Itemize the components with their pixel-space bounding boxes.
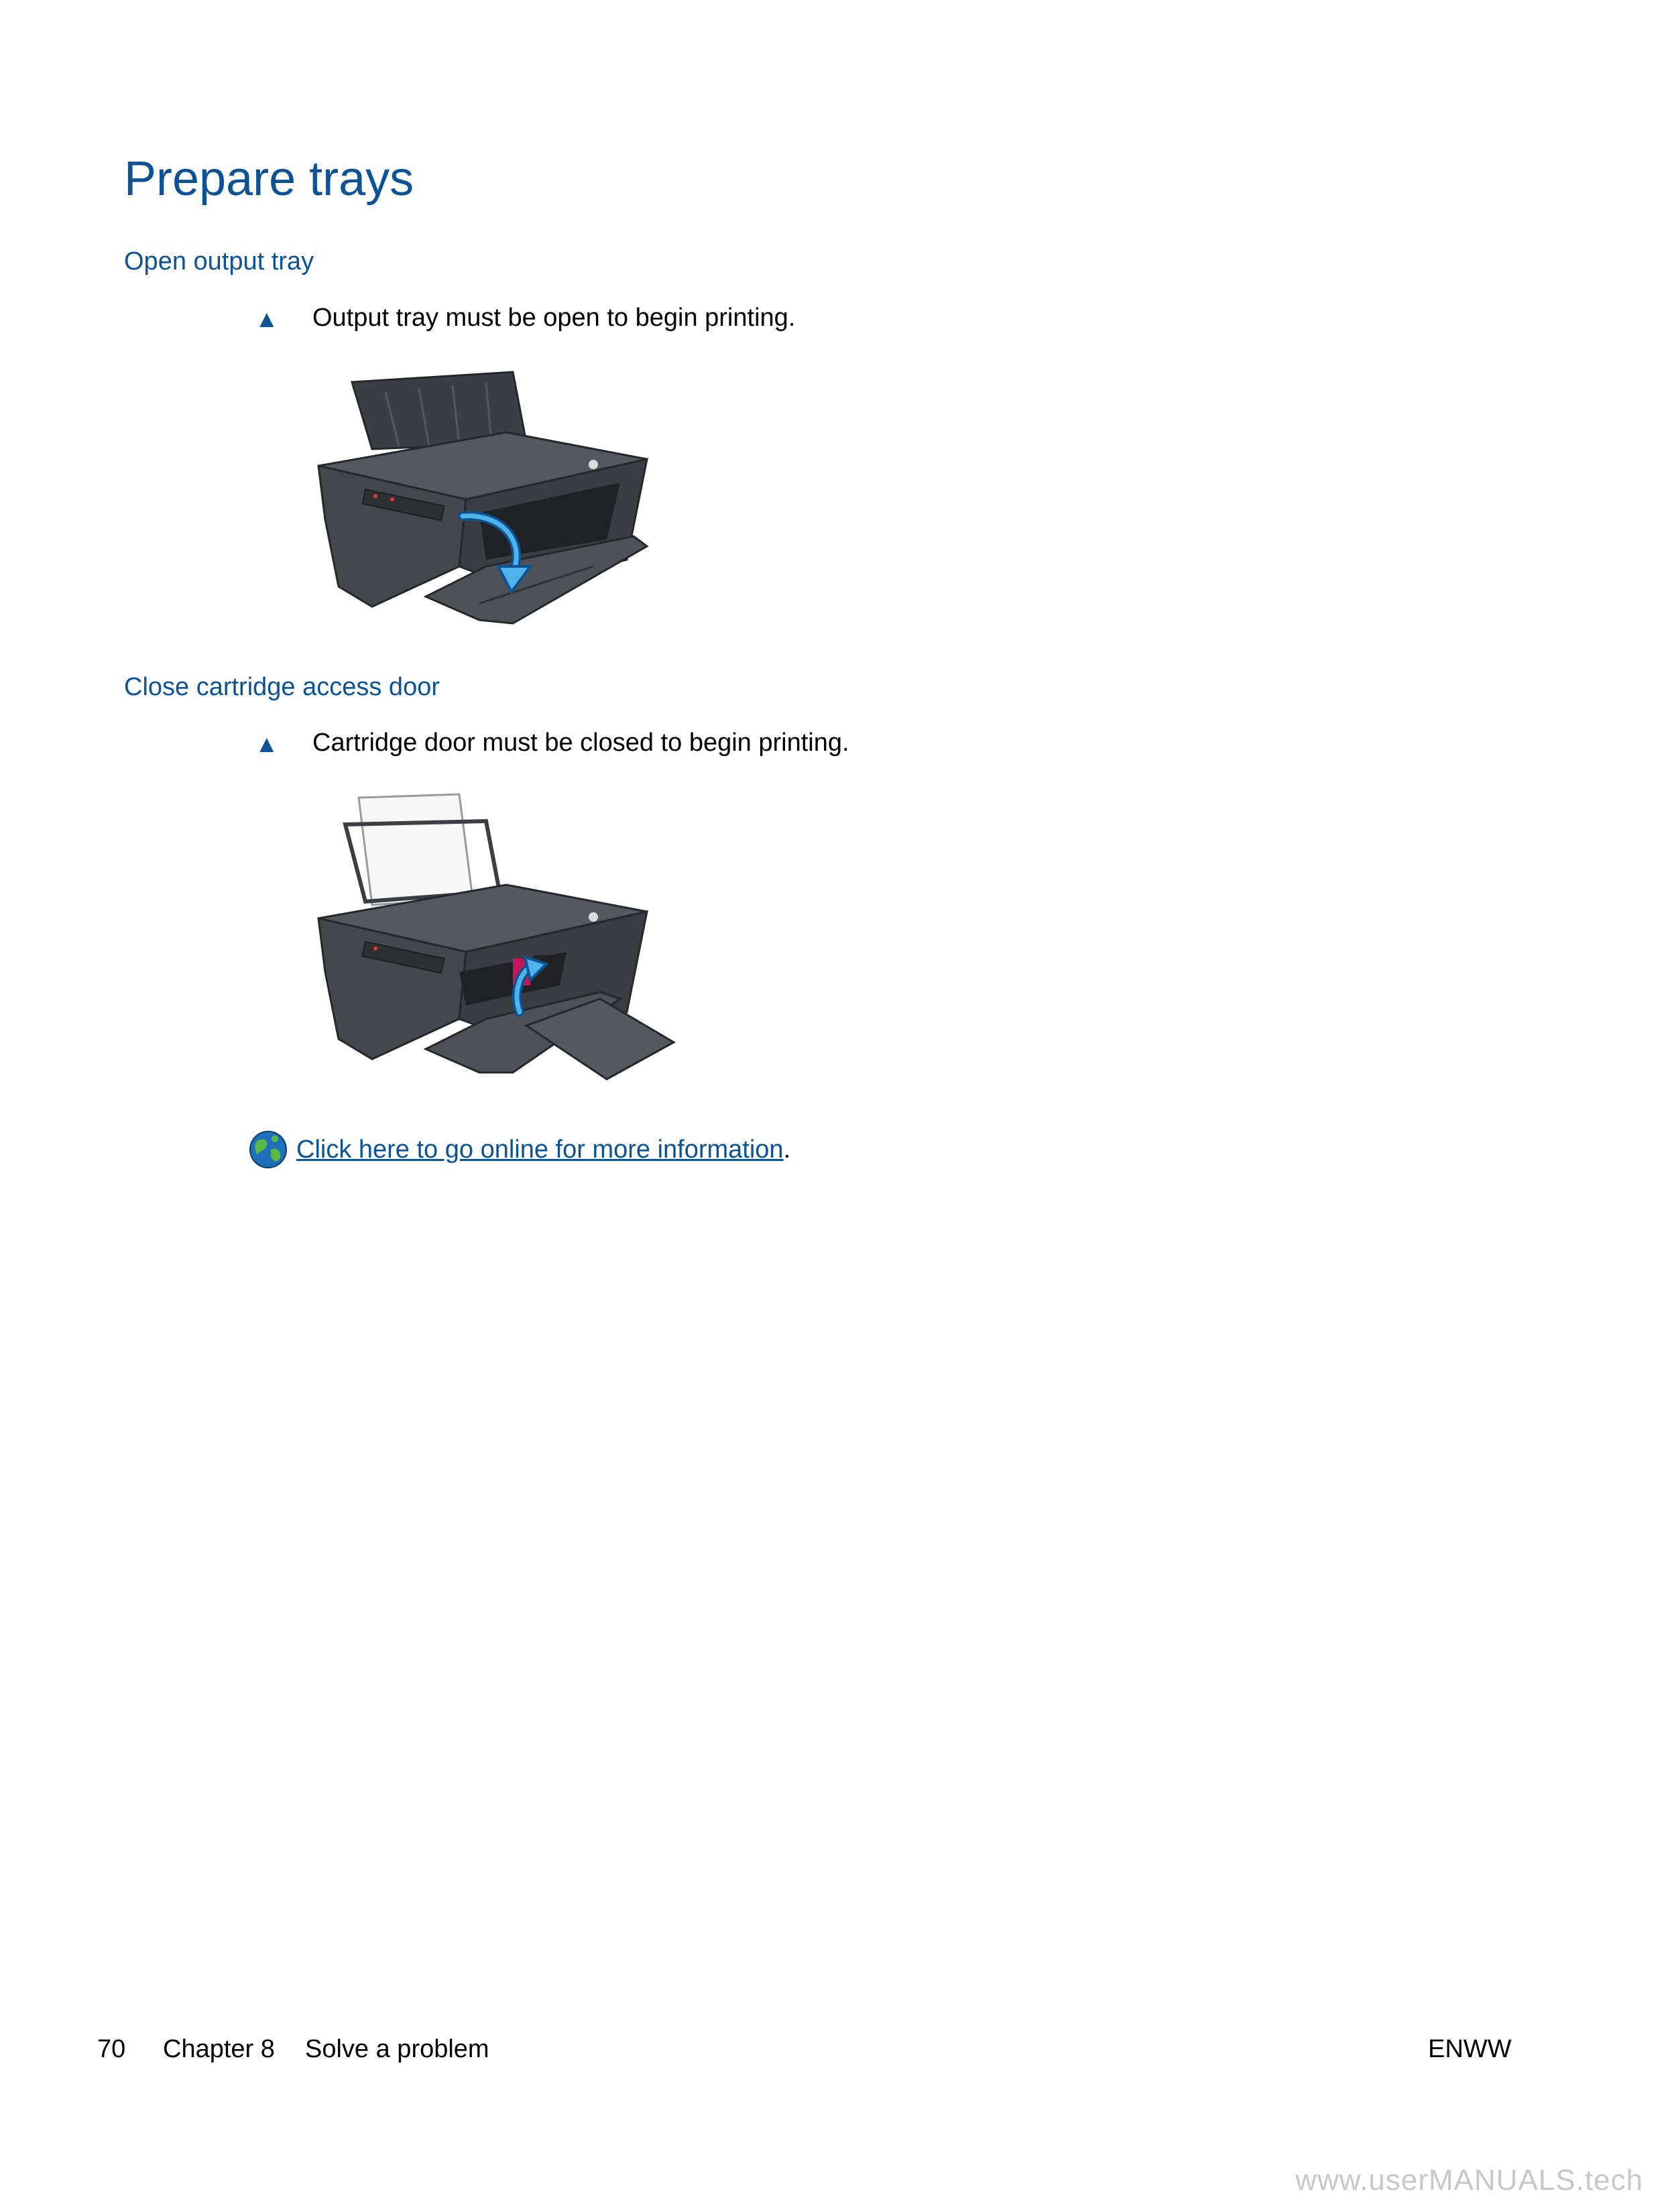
section-heading-open-output-tray: Open output tray (124, 247, 314, 275)
footer-page-number: 70 (97, 2035, 126, 2063)
online-info-row (248, 1129, 790, 1170)
bullet-marker: ▲ (255, 305, 279, 332)
page-title: Prepare trays (124, 152, 414, 206)
globe-icon[interactable] (248, 1129, 288, 1170)
online-info-period: . (783, 1135, 791, 1164)
footer-chapter-title: Solve a problem (305, 2035, 489, 2063)
footer-right-label: ENWW (1428, 2035, 1512, 2063)
printer-output-tray-illustration (312, 365, 660, 633)
bullet-marker: ▲ (255, 730, 279, 757)
printer-cartridge-door-illustration (312, 791, 687, 1093)
online-info-link[interactable]: Click here to go online for more information (296, 1135, 784, 1164)
watermark: www.userMANUALS.tech (1295, 2164, 1643, 2197)
section-heading-close-cartridge-door: Close cartridge access door (124, 673, 440, 701)
bullet-text-cartridge-door: Cartridge door must be closed to begin printing. (312, 729, 849, 757)
footer-chapter: Chapter 8 (163, 2035, 275, 2063)
bullet-text-output-tray: Output tray must be open to begin printing. (312, 304, 796, 332)
